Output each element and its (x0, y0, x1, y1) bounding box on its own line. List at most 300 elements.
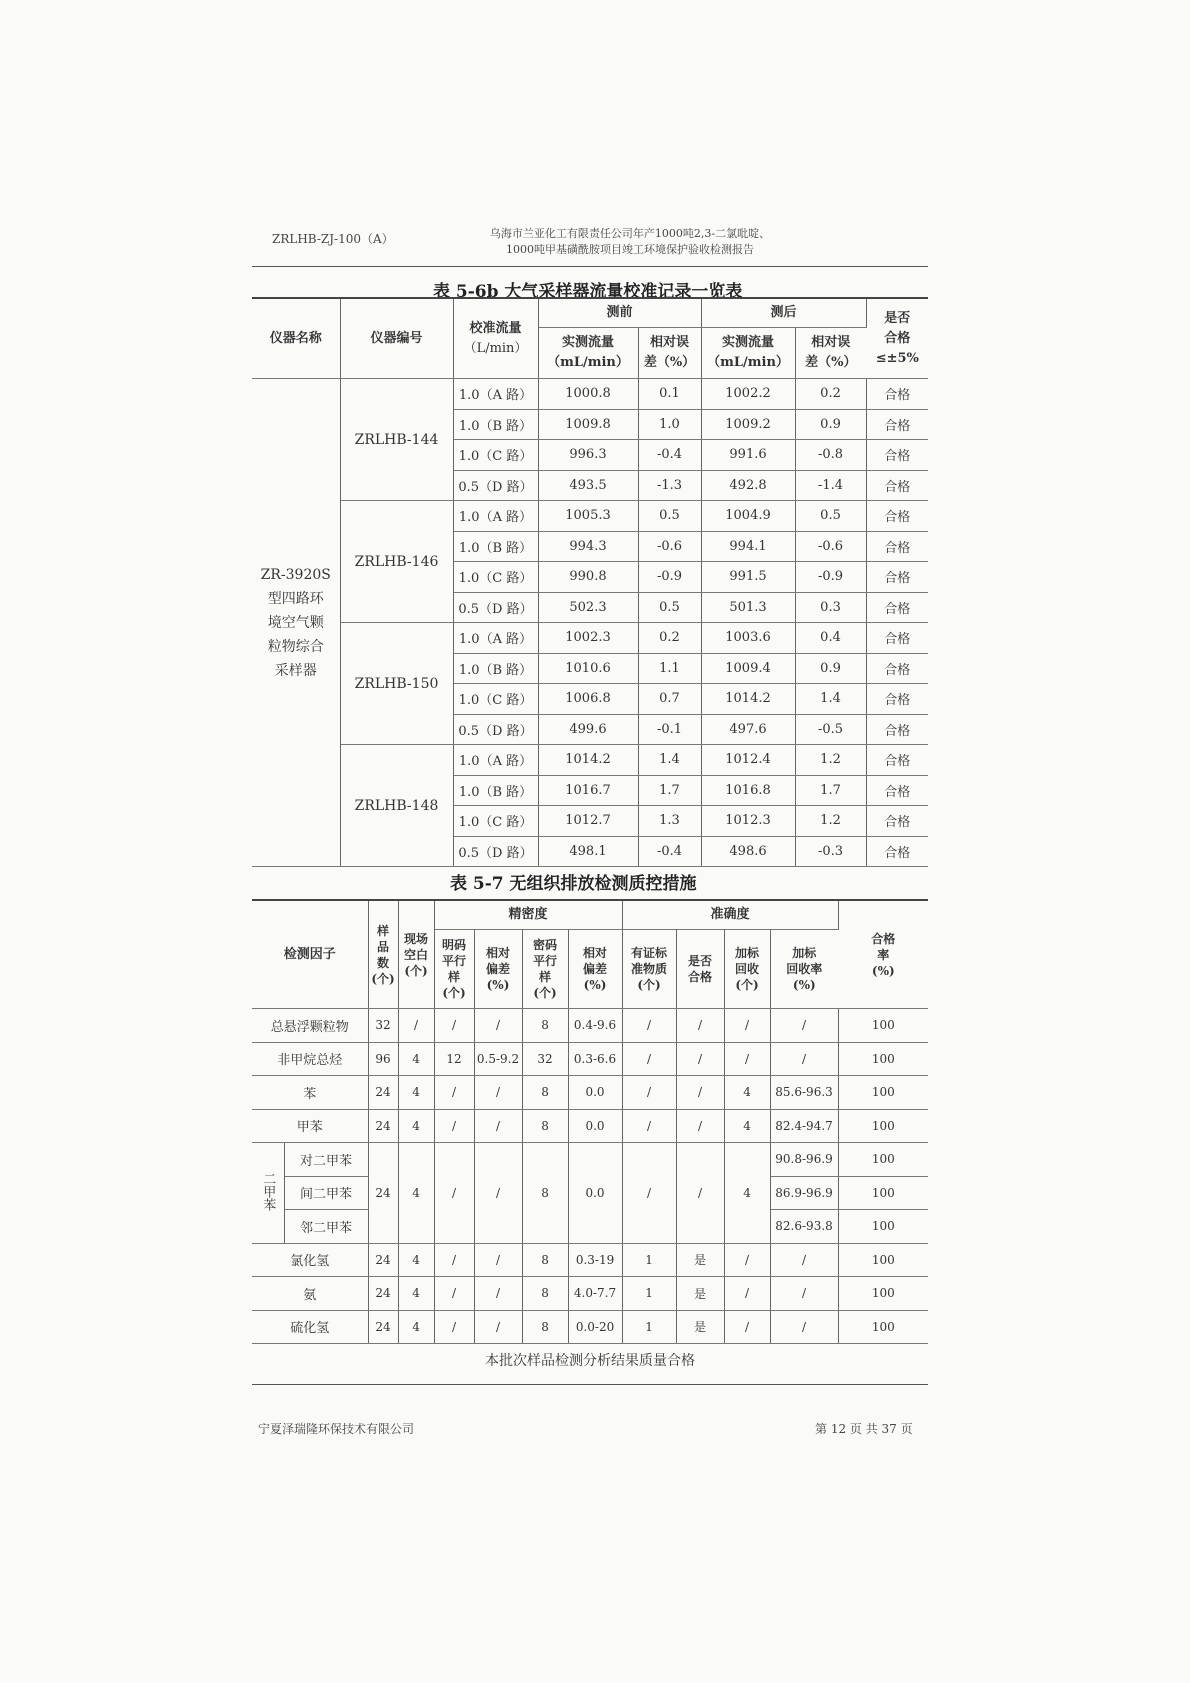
pass-cell: 合格 (866, 775, 928, 806)
before-measured-cell: 1014.2 (538, 745, 638, 776)
blind-parallel-cell: 8 (522, 1076, 568, 1110)
th-samples-line-2: 品 (377, 939, 390, 954)
footer-page-number: 第 12 页 共 37 页 (815, 1422, 913, 1436)
open-parallel-cell: / (434, 1310, 474, 1344)
table-row (252, 1310, 928, 1344)
crm-pass-cell: / (676, 1009, 724, 1043)
before-rel-err-cell: 0.5 (638, 592, 701, 623)
th-crm-line-1: 有证标 (631, 946, 668, 960)
th-pass-rate (838, 900, 928, 1009)
open-rel-dev-cell: 0.5-9.2 (474, 1042, 522, 1076)
device-name-line-3: 境空气颗 (267, 614, 324, 631)
pass-cell: 合格 (866, 531, 928, 562)
cal-flow-cell: 1.0（A 路） (453, 623, 538, 654)
after-measured-cell: 501.3 (701, 592, 795, 623)
after-rel-err-cell: 0.4 (795, 623, 866, 654)
th-before-rel-err-line-2: 差（%） (643, 355, 696, 370)
device-name-line-1: ZR-3920S (260, 566, 331, 583)
table-row (252, 1109, 928, 1143)
after-rel-err-cell: 1.7 (795, 775, 866, 806)
pass-rate-cell: 100 (838, 1243, 928, 1277)
th-blind-parallel (522, 930, 568, 1009)
blind-rel-dev-cell: 0.0 (568, 1109, 622, 1143)
table-row (252, 1277, 928, 1311)
blind-parallel-cell: 8 (522, 1277, 568, 1311)
before-rel-err-cell: -0.4 (638, 440, 701, 471)
th-before: 测前 (538, 298, 701, 328)
report-title (440, 226, 820, 258)
open-parallel-cell: / (434, 1076, 474, 1110)
spike-recovery-cell: / (770, 1009, 838, 1043)
spike-recovery-cell: 90.8-96.9 (770, 1143, 838, 1177)
device-number-cell: ZRLHB-150 (340, 623, 453, 745)
table-row (252, 1143, 928, 1177)
pass-rate-cell: 100 (838, 1109, 928, 1143)
factor-cell: 苯 (252, 1076, 368, 1110)
th-cal-flow-label: 校准流量 (469, 320, 522, 336)
th-spike-count-line-1: 加标 (735, 946, 760, 960)
spike-recovery-cell: 85.6-96.3 (770, 1076, 838, 1110)
conclusion-cell: 本批次样品检测分析结果质量合格 (485, 1353, 696, 1369)
after-measured-cell: 497.6 (701, 714, 795, 745)
th-blind-parallel-line-2: 平行 (533, 954, 558, 968)
cal-flow-cell: 1.0（B 路） (453, 409, 538, 440)
open-parallel-cell: 12 (434, 1042, 474, 1076)
th-samples (368, 900, 398, 1009)
crm-cell: 1 (622, 1277, 676, 1311)
th-blank-line-2: 空白 (404, 947, 429, 962)
xylene-isomer-cell: 对二甲苯 (284, 1143, 368, 1177)
cal-flow-cell: 1.0（A 路） (453, 745, 538, 776)
device-name-line-2: 型四路环 (267, 590, 324, 607)
pass-cell: 合格 (866, 623, 928, 654)
after-measured-cell: 492.8 (701, 470, 795, 501)
open-parallel-cell: / (434, 1143, 474, 1244)
pass-cell: 合格 (866, 592, 928, 623)
samples-cell: 32 (368, 1009, 398, 1043)
th-open-parallel-line-1: 明码 (442, 938, 467, 952)
pass-cell: 合格 (866, 836, 928, 867)
pass-cell: 合格 (866, 440, 928, 471)
th-pass-rate-line-3: (%) (871, 963, 895, 978)
report-title-line-1: 乌海市兰亚化工有限责任公司年产1000吨2,3-二氯吡啶、 (489, 227, 771, 240)
factor-cell: 非甲烷总烃 (252, 1042, 368, 1076)
th-after-measured (701, 328, 795, 379)
crm-cell: / (622, 1143, 676, 1244)
open-rel-dev-cell: / (474, 1143, 522, 1244)
th-blind-parallel-line-3: 样 (539, 970, 552, 984)
cal-flow-cell: 0.5（D 路） (453, 592, 538, 623)
th-crm-pass-line-1: 是否 (688, 954, 713, 968)
open-parallel-cell: / (434, 1277, 474, 1311)
th-device-name: 仪器名称 (252, 298, 340, 379)
th-blank-line-3: (个) (404, 963, 428, 978)
device-number-cell: ZRLHB-148 (340, 745, 453, 867)
before-measured-cell: 1006.8 (538, 684, 638, 715)
blind-parallel-cell: 8 (522, 1143, 568, 1244)
table-row (252, 501, 928, 532)
crm-pass-cell: 是 (676, 1310, 724, 1344)
blind-parallel-cell: 8 (522, 1109, 568, 1143)
before-measured-cell: 498.1 (538, 836, 638, 867)
spike-count-cell: 4 (724, 1143, 770, 1244)
th-samples-line-3: 数 (377, 955, 390, 970)
th-open-rel-dev-line-2: 偏差 (486, 962, 511, 976)
flow-calibration-table (252, 297, 928, 867)
factor-cell: 甲苯 (252, 1109, 368, 1143)
spike-count-cell: / (724, 1009, 770, 1043)
pass-cell: 合格 (866, 684, 928, 715)
pass-rate-cell: 100 (838, 1310, 928, 1344)
blind-rel-dev-cell: 0.0 (568, 1143, 622, 1244)
samples-cell: 24 (368, 1109, 398, 1143)
blind-rel-dev-cell: 0.4-9.6 (568, 1009, 622, 1043)
pass-rate-cell: 100 (838, 1076, 928, 1110)
after-rel-err-cell: 0.5 (795, 501, 866, 532)
after-rel-err-cell: -0.5 (795, 714, 866, 745)
blind-rel-dev-cell: 0.3-6.6 (568, 1042, 622, 1076)
th-spike-recovery (770, 930, 838, 1009)
qc-measures-table (252, 899, 928, 1376)
pass-rate-cell: 100 (838, 1277, 928, 1311)
cal-flow-cell: 0.5（D 路） (453, 470, 538, 501)
device-name-cell (252, 379, 340, 867)
th-pass-rate-line-2: 率 (877, 947, 890, 962)
th-after-rel-err-line-2: 差（%） (805, 355, 857, 370)
th-after-rel-err (795, 328, 866, 379)
th-cal-flow-unit: （L/min） (463, 340, 528, 356)
before-measured-cell: 990.8 (538, 562, 638, 593)
after-rel-err-cell: 1.4 (795, 684, 866, 715)
th-blank-line-1: 现场 (404, 931, 429, 946)
before-measured-cell: 1000.8 (538, 379, 638, 410)
crm-cell: 1 (622, 1243, 676, 1277)
th-after-rel-err-line-1: 相对误 (811, 335, 851, 350)
after-rel-err-cell: 1.2 (795, 806, 866, 837)
spike-count-cell: / (724, 1277, 770, 1311)
crm-pass-cell: / (676, 1143, 724, 1244)
pass-cell: 合格 (866, 562, 928, 593)
th-blank (398, 900, 434, 1009)
blind-parallel-cell: 8 (522, 1310, 568, 1344)
before-rel-err-cell: 1.7 (638, 775, 701, 806)
table-row (252, 623, 928, 654)
before-measured-cell: 996.3 (538, 440, 638, 471)
th-spike-count-line-2: 回收 (735, 962, 760, 976)
th-open-parallel (434, 930, 474, 1009)
conclusion-row (252, 1344, 928, 1377)
pass-rate-cell: 100 (838, 1210, 928, 1244)
th-crm-line-3: (个) (637, 978, 661, 992)
cal-flow-cell: 1.0（C 路） (453, 684, 538, 715)
after-rel-err-cell: 0.3 (795, 592, 866, 623)
after-rel-err-cell: 0.9 (795, 409, 866, 440)
th-samples-line-1: 样 (377, 923, 390, 938)
th-pass-rate-line-1: 合格 (871, 931, 896, 946)
blind-rel-dev-cell: 0.0 (568, 1076, 622, 1110)
crm-pass-cell: / (676, 1042, 724, 1076)
th-spike-recovery-line-3: (%) (792, 978, 816, 992)
factor-cell: 硫化氢 (252, 1310, 368, 1344)
th-blind-rel-dev-line-1: 相对 (583, 946, 608, 960)
pass-cell: 合格 (866, 745, 928, 776)
open-rel-dev-cell: / (474, 1310, 522, 1344)
blind-rel-dev-cell: 4.0-7.7 (568, 1277, 622, 1311)
footer-company: 宁夏泽瑞隆环保技术有限公司 (258, 1422, 415, 1436)
spike-recovery-cell: 82.6-93.8 (770, 1210, 838, 1244)
spike-count-cell: / (724, 1042, 770, 1076)
th-precision: 精密度 (434, 900, 622, 930)
after-rel-err-cell: -1.4 (795, 470, 866, 501)
cal-flow-cell: 0.5（D 路） (453, 836, 538, 867)
th-device-no: 仪器编号 (340, 298, 453, 379)
blank-cell: 4 (398, 1042, 434, 1076)
pass-cell: 合格 (866, 806, 928, 837)
spike-count-cell: 4 (724, 1076, 770, 1110)
after-measured-cell: 1014.2 (701, 684, 795, 715)
pass-cell: 合格 (866, 379, 928, 410)
pass-cell: 合格 (866, 470, 928, 501)
after-rel-err-cell: 0.9 (795, 653, 866, 684)
table-row (252, 1009, 928, 1043)
crm-cell: 1 (622, 1310, 676, 1344)
samples-cell: 24 (368, 1143, 398, 1244)
table2-caption: 表 5-7 无组织排放检测质控措施 (450, 874, 697, 894)
cal-flow-cell: 1.0（C 路） (453, 562, 538, 593)
before-rel-err-cell: -0.4 (638, 836, 701, 867)
cal-flow-cell: 1.0（B 路） (453, 775, 538, 806)
crm-cell: / (622, 1009, 676, 1043)
pass-cell: 合格 (866, 409, 928, 440)
xylene-group-cell (252, 1143, 284, 1244)
th-factor: 检测因子 (252, 900, 368, 1009)
blind-rel-dev-cell: 0.3-19 (568, 1243, 622, 1277)
after-measured-cell: 1009.2 (701, 409, 795, 440)
th-after-measured-label: 实测流量 (722, 335, 775, 350)
after-measured-cell: 1003.6 (701, 623, 795, 654)
after-rel-err-cell: 0.2 (795, 379, 866, 410)
blank-cell: / (398, 1009, 434, 1043)
pass-rate-cell: 100 (838, 1042, 928, 1076)
before-rel-err-cell: -0.6 (638, 531, 701, 562)
samples-cell: 24 (368, 1310, 398, 1344)
crm-pass-cell: 是 (676, 1277, 724, 1311)
th-blind-parallel-line-1: 密码 (533, 938, 558, 952)
samples-cell: 24 (368, 1243, 398, 1277)
th-pass-line-3: ≤±5% (875, 350, 919, 366)
before-measured-cell: 1009.8 (538, 409, 638, 440)
th-open-parallel-line-4: (个) (442, 986, 466, 1000)
th-spike-count-line-3: (个) (735, 978, 759, 992)
before-rel-err-cell: 0.2 (638, 623, 701, 654)
blank-cell: 4 (398, 1143, 434, 1244)
open-rel-dev-cell: / (474, 1076, 522, 1110)
before-measured-cell: 1005.3 (538, 501, 638, 532)
cal-flow-cell: 1.0（B 路） (453, 653, 538, 684)
th-blind-rel-dev-line-3: (%) (583, 978, 607, 992)
open-parallel-cell: / (434, 1009, 474, 1043)
after-measured-cell: 1016.8 (701, 775, 795, 806)
pass-cell: 合格 (866, 653, 928, 684)
device-number-cell: ZRLHB-144 (340, 379, 453, 501)
blank-cell: 4 (398, 1243, 434, 1277)
cal-flow-cell: 1.0（C 路） (453, 806, 538, 837)
th-open-rel-dev-line-3: (%) (486, 978, 510, 992)
crm-pass-cell: / (676, 1109, 724, 1143)
device-name-line-5: 采样器 (274, 662, 317, 679)
factor-cell: 氯化氢 (252, 1243, 368, 1277)
th-crm-line-2: 准物质 (631, 962, 668, 976)
pass-cell: 合格 (866, 501, 928, 532)
before-measured-cell: 1002.3 (538, 623, 638, 654)
after-rel-err-cell: 1.2 (795, 745, 866, 776)
th-after: 测后 (701, 298, 866, 328)
spike-recovery-cell: / (770, 1243, 838, 1277)
th-pass (866, 298, 928, 379)
blind-parallel-cell: 32 (522, 1042, 568, 1076)
pass-rate-cell: 100 (838, 1143, 928, 1177)
xylene-group-label: 二甲苯 (260, 1171, 276, 1211)
th-crm-pass (676, 930, 724, 1009)
th-before-measured-unit: （mL/min） (547, 355, 629, 370)
before-measured-cell: 493.5 (538, 470, 638, 501)
open-rel-dev-cell: / (474, 1109, 522, 1143)
th-after-measured-unit: （mL/min） (707, 355, 789, 370)
open-parallel-cell: / (434, 1243, 474, 1277)
before-measured-cell: 1010.6 (538, 653, 638, 684)
blank-cell: 4 (398, 1310, 434, 1344)
after-measured-cell: 1009.4 (701, 653, 795, 684)
th-before-rel-err (638, 328, 701, 379)
table-row (252, 1243, 928, 1277)
blank-cell: 4 (398, 1109, 434, 1143)
th-blind-parallel-line-4: (个) (533, 986, 557, 1000)
factor-cell: 总悬浮颗粒物 (252, 1009, 368, 1043)
spike-count-cell: / (724, 1310, 770, 1344)
samples-cell: 24 (368, 1277, 398, 1311)
th-pass-line-2: 合格 (884, 330, 911, 346)
th-pass-line-1: 是否 (884, 310, 911, 326)
th-accuracy: 准确度 (622, 900, 838, 930)
factor-cell: 氨 (252, 1277, 368, 1311)
spike-count-cell: 4 (724, 1109, 770, 1143)
after-measured-cell: 1012.4 (701, 745, 795, 776)
th-cal-flow (453, 298, 538, 379)
report-code: ZRLHB-ZJ-100（A） (272, 232, 394, 246)
th-blind-rel-dev (568, 930, 622, 1009)
before-measured-cell: 1012.7 (538, 806, 638, 837)
after-rel-err-cell: -0.8 (795, 440, 866, 471)
table-row (252, 745, 928, 776)
after-rel-err-cell: -0.6 (795, 531, 866, 562)
spike-recovery-cell: / (770, 1310, 838, 1344)
cal-flow-cell: 1.0（C 路） (453, 440, 538, 471)
th-samples-line-4: (个) (371, 971, 395, 986)
th-spike-count (724, 930, 770, 1009)
before-measured-cell: 1016.7 (538, 775, 638, 806)
th-before-measured (538, 328, 638, 379)
footer-rule (252, 1384, 928, 1385)
before-rel-err-cell: 1.0 (638, 409, 701, 440)
th-crm-pass-line-2: 合格 (688, 970, 713, 984)
before-measured-cell: 499.6 (538, 714, 638, 745)
before-rel-err-cell: -0.1 (638, 714, 701, 745)
after-rel-err-cell: -0.3 (795, 836, 866, 867)
blind-rel-dev-cell: 0.0-20 (568, 1310, 622, 1344)
header-rule (252, 266, 928, 267)
samples-cell: 24 (368, 1076, 398, 1110)
pass-rate-cell: 100 (838, 1176, 928, 1210)
after-measured-cell: 498.6 (701, 836, 795, 867)
crm-cell: / (622, 1042, 676, 1076)
th-blind-rel-dev-line-2: 偏差 (583, 962, 608, 976)
blind-parallel-cell: 8 (522, 1009, 568, 1043)
after-measured-cell: 991.5 (701, 562, 795, 593)
spike-recovery-cell: / (770, 1277, 838, 1311)
th-before-measured-label: 实测流量 (561, 335, 614, 350)
open-parallel-cell: / (434, 1109, 474, 1143)
th-before-rel-err-line-1: 相对误 (650, 335, 690, 350)
xylene-isomer-cell: 邻二甲苯 (284, 1210, 368, 1244)
after-measured-cell: 1012.3 (701, 806, 795, 837)
cal-flow-cell: 0.5（D 路） (453, 714, 538, 745)
blank-cell: 4 (398, 1076, 434, 1110)
after-measured-cell: 994.1 (701, 531, 795, 562)
blank-cell: 4 (398, 1277, 434, 1311)
pass-rate-cell: 100 (838, 1009, 928, 1043)
before-measured-cell: 502.3 (538, 592, 638, 623)
table-row (252, 1076, 928, 1110)
table1-caption: 表 5-6b 大气采样器流量校准记录一览表 (433, 282, 743, 302)
before-rel-err-cell: 1.3 (638, 806, 701, 837)
xylene-isomer-cell: 间二甲苯 (284, 1176, 368, 1210)
spike-count-cell: / (724, 1243, 770, 1277)
after-rel-err-cell: -0.9 (795, 562, 866, 593)
crm-cell: / (622, 1109, 676, 1143)
before-rel-err-cell: 1.1 (638, 653, 701, 684)
before-measured-cell: 994.3 (538, 531, 638, 562)
th-open-parallel-line-3: 样 (448, 970, 461, 984)
th-open-parallel-line-2: 平行 (442, 954, 467, 968)
before-rel-err-cell: -1.3 (638, 470, 701, 501)
open-rel-dev-cell: / (474, 1243, 522, 1277)
th-open-rel-dev-line-1: 相对 (486, 946, 511, 960)
after-measured-cell: 1004.9 (701, 501, 795, 532)
th-spike-recovery-line-1: 加标 (792, 946, 817, 960)
cal-flow-cell: 1.0（A 路） (453, 379, 538, 410)
spike-recovery-cell: 82.4-94.7 (770, 1109, 838, 1143)
th-spike-recovery-line-2: 回收率 (786, 962, 823, 976)
before-rel-err-cell: 1.4 (638, 745, 701, 776)
th-open-rel-dev (474, 930, 522, 1009)
pass-cell: 合格 (866, 714, 928, 745)
before-rel-err-cell: 0.5 (638, 501, 701, 532)
crm-cell: / (622, 1076, 676, 1110)
before-rel-err-cell: 0.1 (638, 379, 701, 410)
after-measured-cell: 991.6 (701, 440, 795, 471)
open-rel-dev-cell: / (474, 1009, 522, 1043)
table-row (252, 1042, 928, 1076)
th-crm (622, 930, 676, 1009)
device-name-line-4: 粒物综合 (267, 638, 324, 655)
report-title-line-2: 1000吨甲基磺酰胺项目竣工环境保护验收检测报告 (506, 243, 754, 256)
crm-pass-cell: 是 (676, 1243, 724, 1277)
device-number-cell: ZRLHB-146 (340, 501, 453, 623)
samples-cell: 96 (368, 1042, 398, 1076)
crm-pass-cell: / (676, 1076, 724, 1110)
after-measured-cell: 1002.2 (701, 379, 795, 410)
spike-recovery-cell: / (770, 1042, 838, 1076)
